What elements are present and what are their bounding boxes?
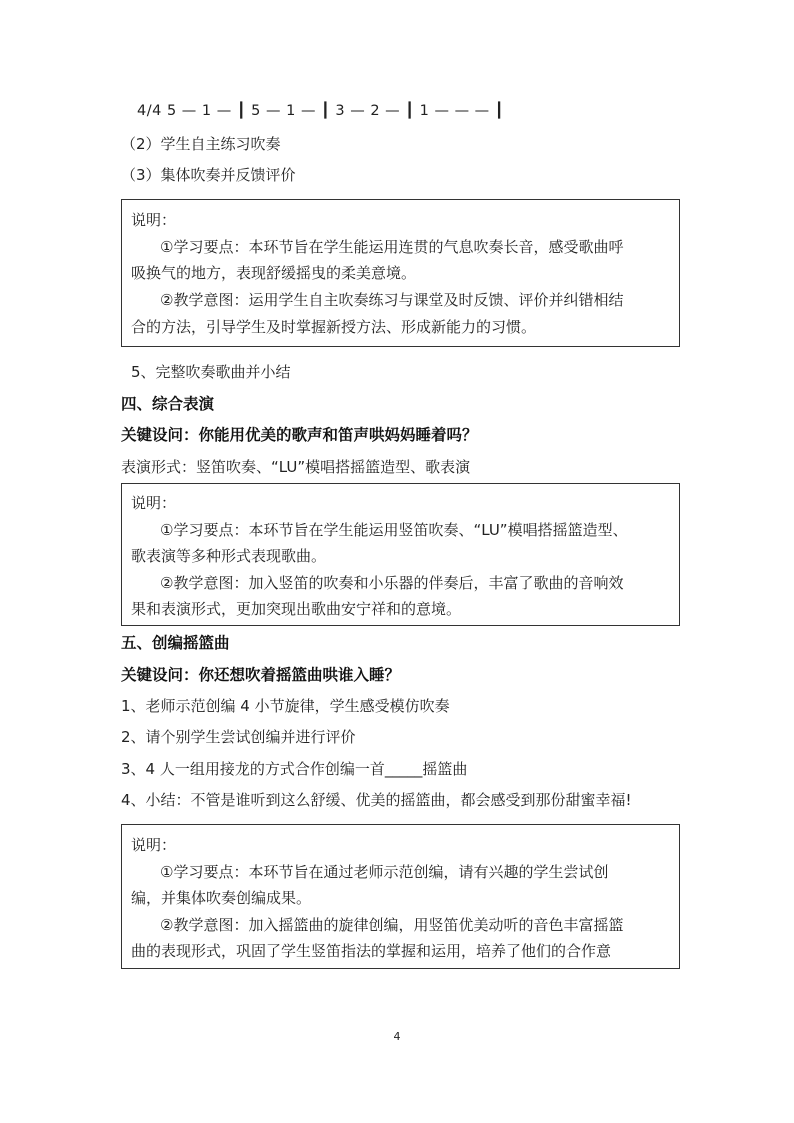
box-line: ①学习要点：本环节旨在学生能运用竖笛吹奏、“LU”模唱搭摇篮造型、 [160, 521, 628, 539]
step-5: 5、完整吹奏歌曲并小结 [131, 363, 291, 381]
section-5-question: 关键设问：你还想吹着摇篮曲哄谁入睡？ [121, 666, 401, 684]
step-2: （2）学生自主练习吹奏 [121, 135, 281, 153]
step-3: （3）集体吹奏并反馈评价 [121, 166, 296, 184]
section-5-item: 3、4 人一组用接龙的方式合作创编一首_____摇篮曲 [121, 760, 468, 778]
box-title: 说明： [131, 836, 177, 854]
box-line: ②教学意图：加入竖笛的吹奏和小乐器的伴奏后，丰富了歌曲的音响效 [160, 574, 624, 592]
section-4-question: 关键设问：你能用优美的歌声和笛声哄妈妈睡着吗？ [121, 426, 478, 444]
box-title: 说明： [131, 494, 177, 512]
box-line: ②教学意图：加入摇篮曲的旋律创编，用竖笛优美动听的音色丰富摇篮 [160, 916, 624, 934]
box-line: ①学习要点：本环节旨在学生能运用连贯的气息吹奏长音，感受歌曲呼 [160, 238, 624, 256]
explanation-box-3 [121, 824, 680, 969]
music-notation: 4/4 5 — 1 — ┃ 5 — 1 — ┃ 3 — 2 — ┃ 1 — — — ┃ [137, 103, 505, 119]
section-4-heading: 四、综合表演 [121, 395, 215, 413]
box-line: 合的方法，引导学生及时掌握新授方法、形成新能力的习惯。 [131, 318, 537, 336]
box-line: ①学习要点：本环节旨在通过老师示范创编，请有兴趣的学生尝试创 [160, 863, 609, 881]
performance-form: 表演形式：竖笛吹奏、“LU”模唱搭摇篮造型、歌表演 [121, 458, 471, 476]
box-line: 歌表演等多种形式表现歌曲。 [131, 547, 327, 565]
section-5-item: 4、小结：不管是谁听到这么舒缓、优美的摇篮曲，都会感受到那份甜蜜幸福! [121, 791, 632, 809]
section-5-item: 1、老师示范创编 4 小节旋律，学生感受模仿吹奏 [121, 697, 450, 715]
section-5-heading: 五、创编摇篮曲 [121, 634, 230, 652]
explanation-box-2 [121, 483, 680, 626]
page-number: 4 [393, 1030, 401, 1043]
box-line: 果和表演形式，更加突现出歌曲安宁祥和的意境。 [131, 600, 462, 618]
explanation-box-1 [121, 199, 680, 347]
box-line: ②教学意图：运用学生自主吹奏练习与课堂及时反馈、评价并纠错相结 [160, 291, 624, 309]
box-line: 曲的表现形式，巩固了学生竖笛指法的掌握和运用，培养了他们的合作意 [131, 942, 612, 960]
section-5-item: 2、请个别学生尝试创编并进行评价 [121, 728, 356, 746]
box-title: 说明： [131, 211, 177, 229]
box-line: 吸换气的地方，表现舒缓摇曳的柔美意境。 [131, 264, 417, 282]
box-line: 编，并集体吹奏创编成果。 [131, 889, 312, 907]
